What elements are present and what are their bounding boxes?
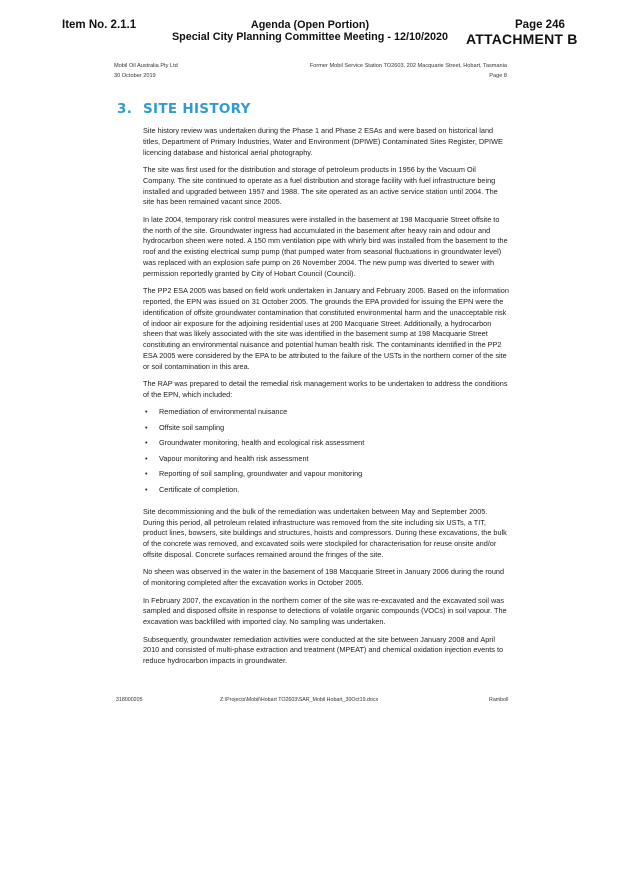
document-date: 30 October 2019 — [114, 72, 156, 79]
bullet-icon: • — [145, 422, 148, 432]
section-heading — [117, 101, 251, 117]
list-item-text: Groundwater monitoring, health and ecological risk assessment — [159, 438, 365, 448]
agenda-line-1: Agenda (Open Portion) — [250, 19, 370, 31]
list-item-text: Remediation of environmental nuisance — [159, 407, 288, 417]
list-item — [143, 438, 510, 454]
document-header-left — [114, 62, 178, 81]
footer-reference: 318000205 — [116, 697, 143, 703]
site-name: Former Mobil Service Station TO2603, 202 Macquarie Street, Hobart, Tasmania — [309, 63, 507, 69]
agenda-title — [170, 19, 450, 43]
list-item-text: Offsite soil sampling — [159, 422, 225, 432]
bullet-icon: • — [145, 453, 148, 463]
paragraph: The site was first used for the distribution and storage of petroleum products in 1956 by the Vacuum Oil Company. The site continued to operate as a fuel distribution and storage facility with fuel infrastructure being installed and upgraded between 1957 and 1988. The site operated as an active service station until 2004. The site has been remained vacant since 2005. — [143, 164, 498, 207]
list-item — [143, 485, 510, 501]
agenda-line-2: Special City Planning Committee Meeting - 12/10/2020 — [171, 31, 448, 43]
section-body — [143, 126, 510, 674]
paragraph: Subsequently, groundwater remediation activities were conducted at the site between January 2008 and April 2010 and consisted of multi-phase extraction and treatment (MPEAT) and chemical oxidation injection events to reduce hydrocarbon impacts in groundwater. — [143, 634, 504, 666]
list-item — [143, 423, 510, 439]
paragraph: The PP2 ESA 2005 was based on field work undertaken in January and February 2005. Based on the information reported, the EPN was issued on 31 October 2005. The grounds the EPA provided for issuing the EPN were the identification of offsite groundwater contamination that constituted environmental harm and the unacceptable risk of indoor air exposure for the adjoining residential uses at 200 Macquarie Street. Additionally, a hydrocarbon sheen that was likely associated with the site was identified in the basement sump at 198 Macquarie Street constituting an environmental nuisance and potential human health risk. The contaminants identified in the PP2 ESA 2005 were considered by the EPA to be attributed to the failure of the USTs in the northern corner of the site or soil contamination in this area. — [143, 286, 509, 371]
agenda-header — [0, 0, 622, 48]
bullet-icon: • — [145, 438, 148, 448]
list-item — [143, 469, 510, 485]
bullet-icon: • — [145, 484, 148, 494]
list-item-text: Vapour monitoring and health risk assessment — [159, 453, 309, 463]
company-name: Mobil Oil Australia Pty Ltd — [114, 63, 178, 69]
conditions-list — [143, 407, 510, 500]
section-number: 3. — [117, 101, 133, 117]
paragraph: No sheen was observed in the water in the basement of 198 Macquarie Street in January 2006 during the round of monitoring completed after the excavation works in October 2005. — [143, 567, 505, 588]
footer-file-path: Z:\Projects\Mobil\Hobart TO2603\SAR_Mobil Hobart_30Oct19.docx — [220, 697, 379, 703]
section-title: SITE HISTORY — [143, 101, 251, 117]
list-item — [143, 454, 510, 470]
item-number: Item No. 2.1.1 — [62, 19, 137, 31]
bullet-icon: • — [145, 407, 148, 417]
agenda-page-number: Page 246 — [515, 19, 565, 31]
document-page-number: Page 8 — [489, 72, 507, 79]
list-item-text: Certificate of completion. — [159, 484, 240, 494]
bullet-icon: • — [145, 469, 148, 479]
document-header-right — [310, 62, 507, 81]
paragraph: Site history review was undertaken during the Phase 1 and Phase 2 ESAs and were based on historical land titles, Department of Primary Industries, Water and Environment (DPIWE) Contaminated Sites Register, DPIWE licencing database and historical aerial photography. — [143, 126, 503, 157]
paragraph: In February 2007, the excavation in the northern corner of the site was re-excavated and the excavated soil was sampled and disposed offsite in response to detections of volatile organic compounds (VOCs) in soil vapour. The excavation was backfilled with imported clay. No sampling was undertaken. — [143, 595, 507, 627]
footer-brand: Ramboll — [489, 697, 509, 703]
list-item — [143, 407, 510, 423]
list-item-text: Reporting of soil sampling, groundwater and vapour monitoring — [159, 469, 363, 479]
paragraph: In late 2004, temporary risk control measures were installed in the basement at 198 Macquarie Street offsite to the north of the site. Groundwater ingress had accumulated in the basement after heavy rain and odour and hydrocarbon sheen were noted. A 150 mm ventilation pipe with whirly bird was installed from the basement to the roof and the existing electrical sump pump (that pumped water from seasonal fluctuations in groundwater level) was replaced with an explosion safe pump on 26 November 2004. The new pump was diverted to sewer with permission reportedly granted by City of Hobart Council (Council). — [143, 214, 508, 278]
paragraph: Site decommissioning and the bulk of the remediation was undertaken between May and September 2005. During this period, all petroleum related infrastructure was removed from the site including six USTs, a TIT, product lines, bowsers, site buildings and structures, hoists and compressors. During these excavations, the bulk of the concrete was removed, and excavated soils were stockpiled for characterisation for reuse onsite and/or offsite disposal. Concrete surfaces remained around the fringes of the site. — [143, 506, 507, 560]
attachment-label: ATTACHMENT B — [466, 31, 578, 47]
paragraph: The RAP was prepared to detail the remedial risk management works to be undertaken to address the conditions of the EPN, which included: — [143, 379, 508, 399]
